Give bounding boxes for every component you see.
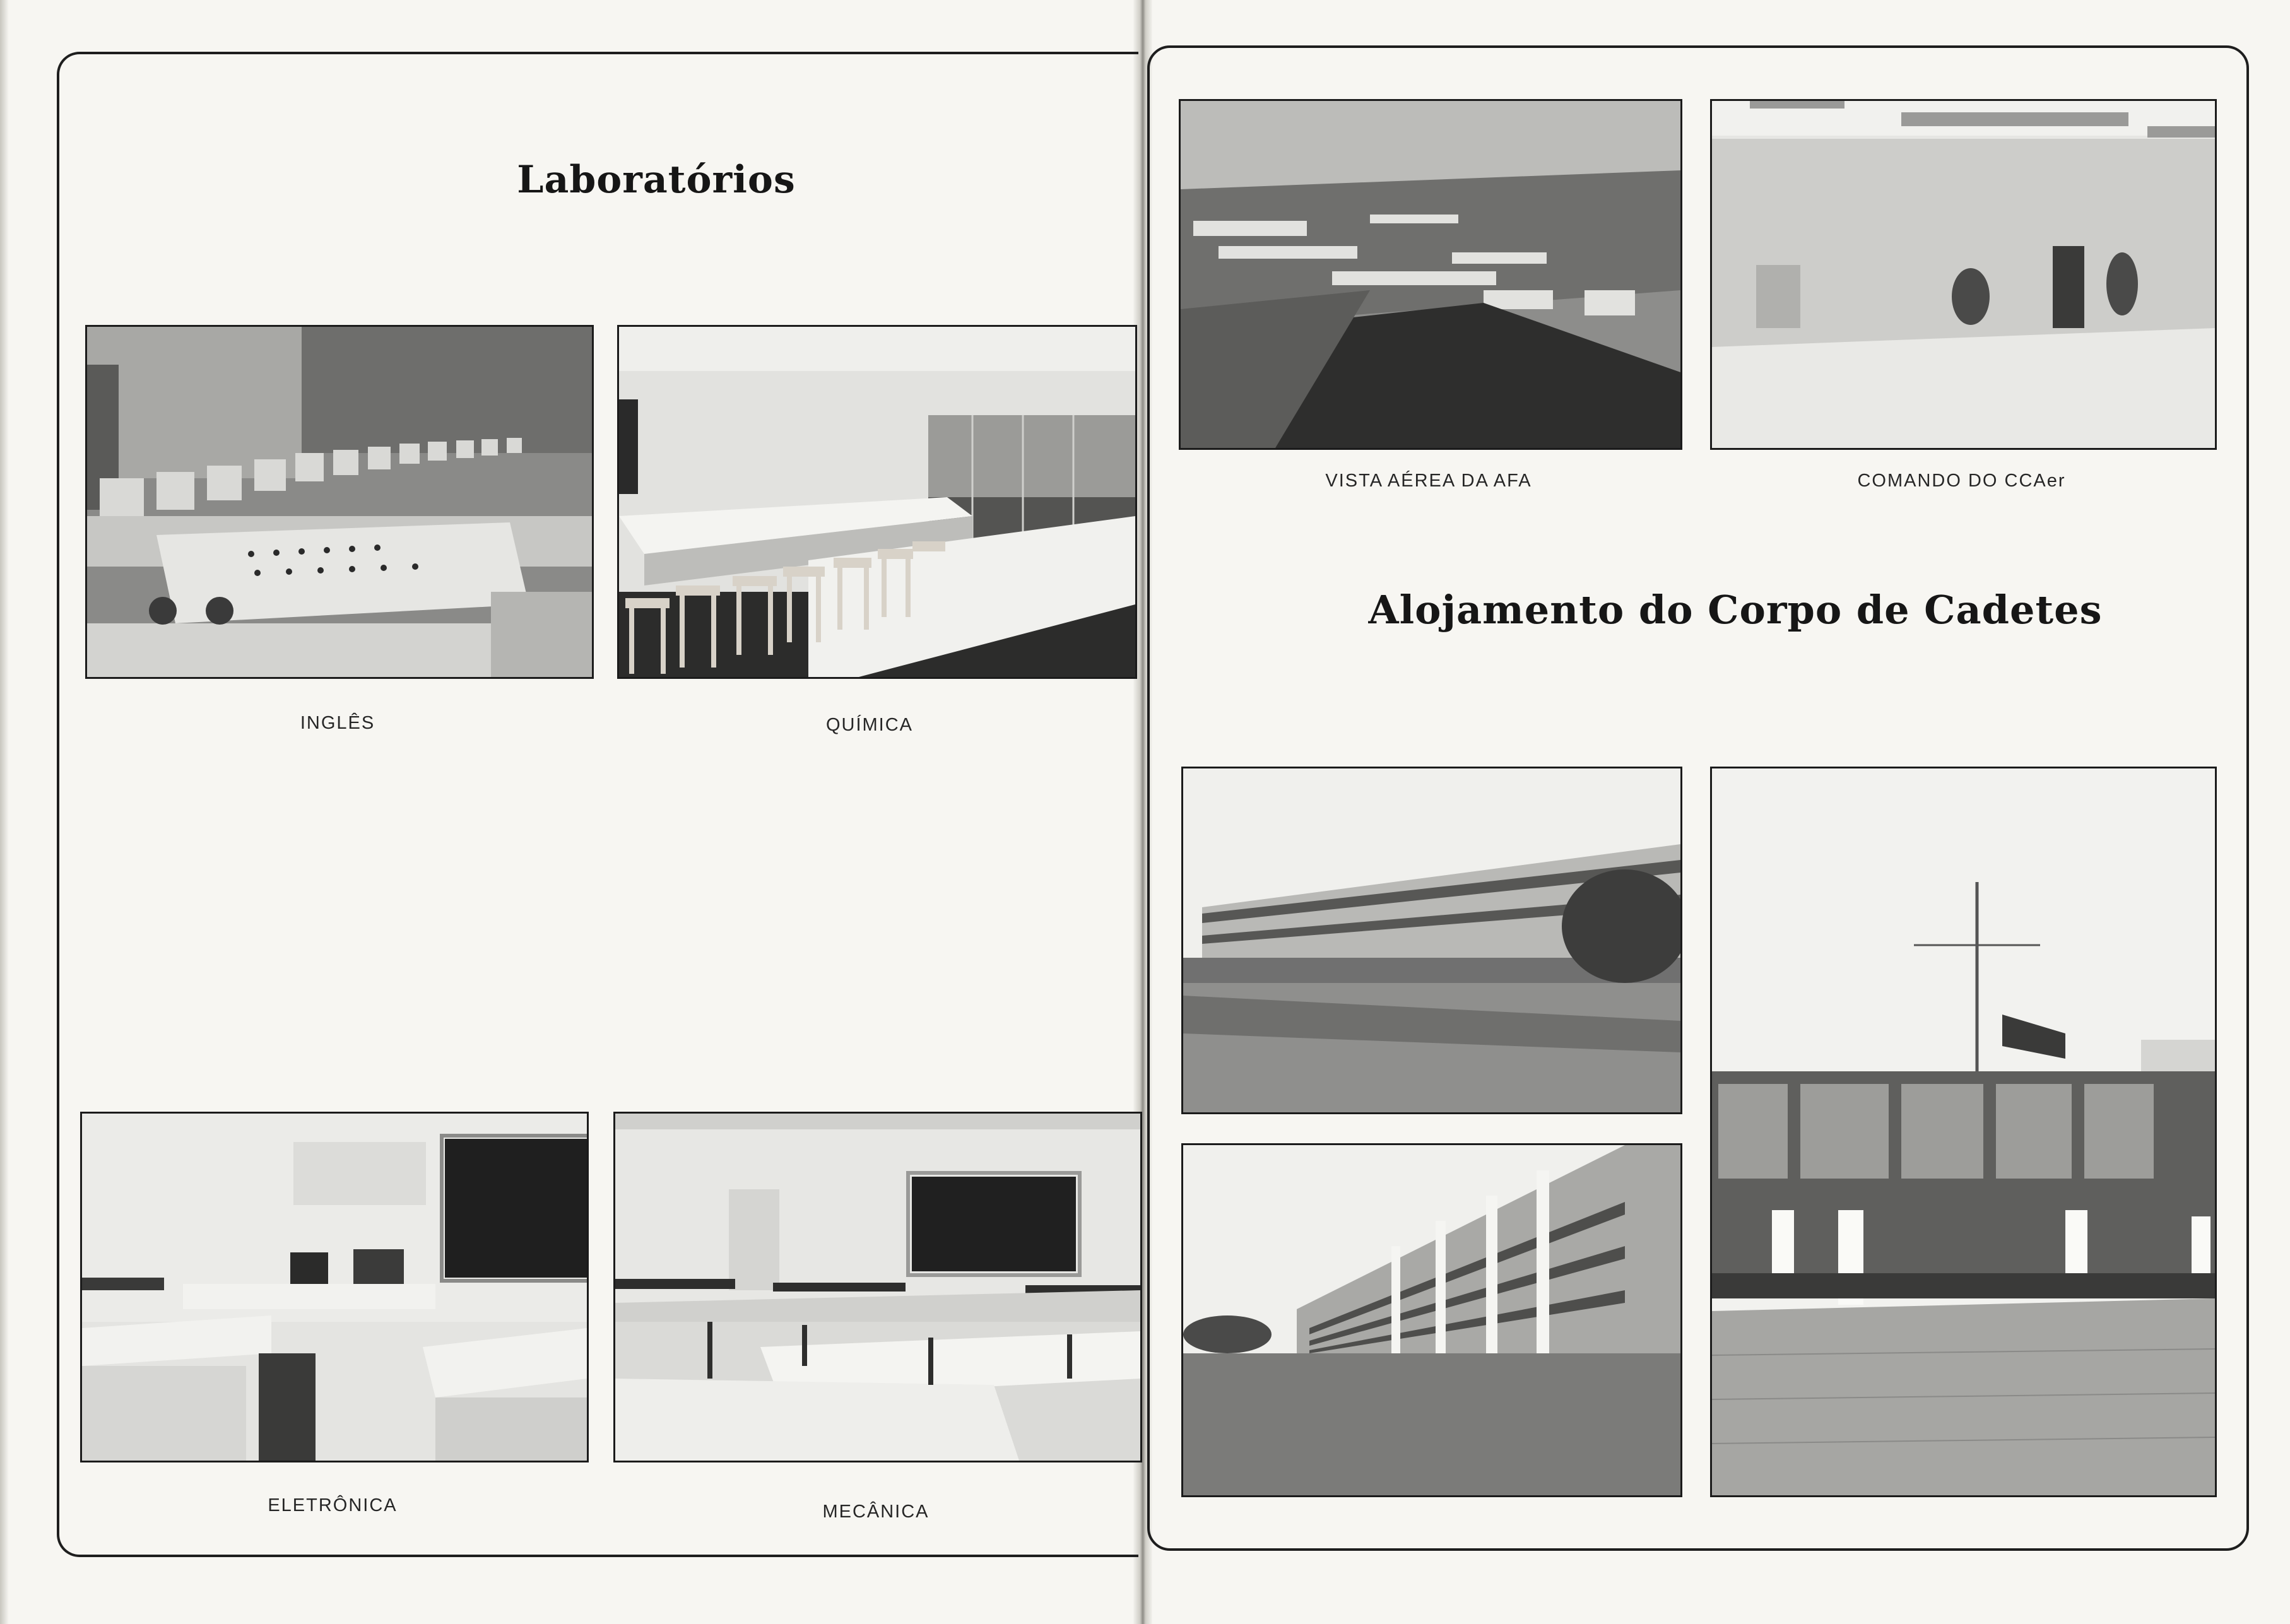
photo-eletronica-lab — [80, 1112, 589, 1462]
caption-mecanica: MECÂNICA — [822, 1502, 930, 1522]
photo-alojamento-courtyard-flag — [1710, 767, 2217, 1497]
alojamento-heading: Alojamento do Corpo de Cadetes — [1368, 587, 2103, 633]
photo-quimica-lab — [617, 325, 1137, 679]
laboratorios-heading: Laboratórios — [517, 158, 796, 202]
photo-vista-aerea — [1179, 99, 1682, 450]
photo-alojamento-building-front — [1181, 1143, 1682, 1497]
caption-eletronica: ELETRÔNICA — [268, 1495, 398, 1515]
caption-quimica: QUÍMICA — [825, 715, 914, 735]
photo-comando-ccaer — [1710, 99, 2217, 450]
caption-comando-ccaer: COMANDO DO CCAer — [1857, 471, 2066, 491]
page-edge-shadow — [0, 0, 9, 1624]
photo-ingles-lab — [85, 325, 594, 679]
photo-alojamento-building-side — [1181, 767, 1682, 1114]
caption-ingles: INGLÊS — [300, 713, 375, 733]
photo-mecanica-lab — [613, 1112, 1142, 1462]
caption-vista-aerea: VISTA AÉREA DA AFA — [1325, 471, 1532, 491]
